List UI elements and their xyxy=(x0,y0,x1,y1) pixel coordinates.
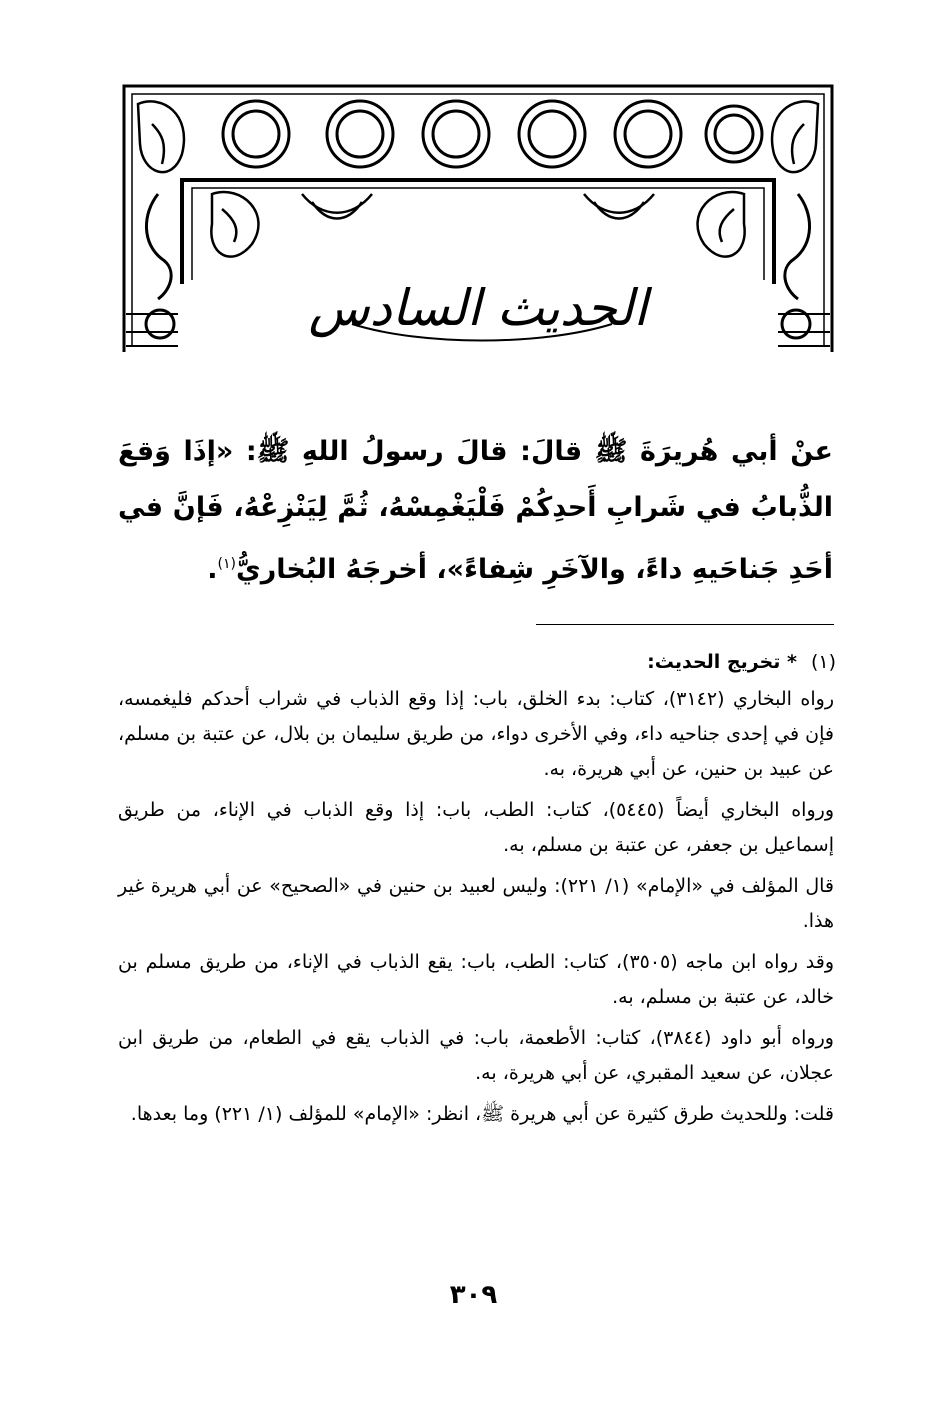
footnote-heading: * تخريج الحديث: xyxy=(647,651,797,673)
footnote-paragraph: ورواه أبو داود (٣٨٤٤)، كتاب: الأطعمة، باب: في الذباب يقع في الطعام، من طريق ابن عجلان، عن سعيد المقبري، عن أبي هريرة، به. xyxy=(118,1027,834,1084)
footnote-divider xyxy=(536,624,834,625)
footnote-paragraph: قلت: وللحديث طرق كثيرة عن أبي هريرة ﷺ، انظر: «الإمام» للمؤلف (١/ ٢٢١) وما بعدها. xyxy=(130,1103,834,1125)
footnote-number: (١) xyxy=(810,651,836,673)
footnote-paragraph: رواه البخاري (٣١٤٢)، كتاب: بدء الخلق، باب: إذا وقع الذباب في شراب أحدكم فليغمسه، فإن في إحدى جناحيه داء، وفي الأخرى دواء، من طريق سليمان بن بلال، عن عتبة بن مسلم، عن عبيد بن حنين، عن أبي هريرة، به. xyxy=(118,688,834,780)
hadith-body: عنْ أبي هُريرَةَ ﷺ قالَ: قالَ رسولُ اللهِ ﷺ: «إذَا وَقعَ الذُّبابُ في شَرابِ أَحدِكُمْ فَلْيَغْمِسْهُ، ثُمَّ لِيَنْزِعْهُ، فَإنَّ في أحَدِ جَناحَيهِ داءً، والآخَرِ شِفاءً»، أخرجَهُ البُخاريُّ xyxy=(118,436,833,585)
footnote-reference[interactable]: (١) xyxy=(217,556,236,572)
footnotes xyxy=(118,645,836,1138)
page-number: ٣٠٩ xyxy=(449,1280,498,1310)
hadith-end: . xyxy=(207,554,218,585)
footnote-paragraph: وقد رواه ابن ماجه (٣٥٠٥)، كتاب: الطب، باب: يقع الذباب في الإناء، من طريق مسلم بن خالد، عن عتبة بن مسلم، به. xyxy=(118,951,834,1008)
hadith-text xyxy=(118,424,833,598)
footnote-paragraph: ورواه البخاري أيضاً (٥٤٤٥)، كتاب: الطب، باب: إذا وقع الذباب في الإناء، من طريق إسماعيل بن جعفر، عن عتبة بن مسلم، به. xyxy=(118,799,834,856)
footnote-paragraph: قال المؤلف في «الإمام» (١/ ٢٢١): وليس لعبيد بن حنين في «الصحيح» عن أبي هريرة غير هذا. xyxy=(118,875,835,932)
footnote-heading-row xyxy=(118,645,836,680)
chapter-title: الحديث السادس xyxy=(308,279,648,337)
